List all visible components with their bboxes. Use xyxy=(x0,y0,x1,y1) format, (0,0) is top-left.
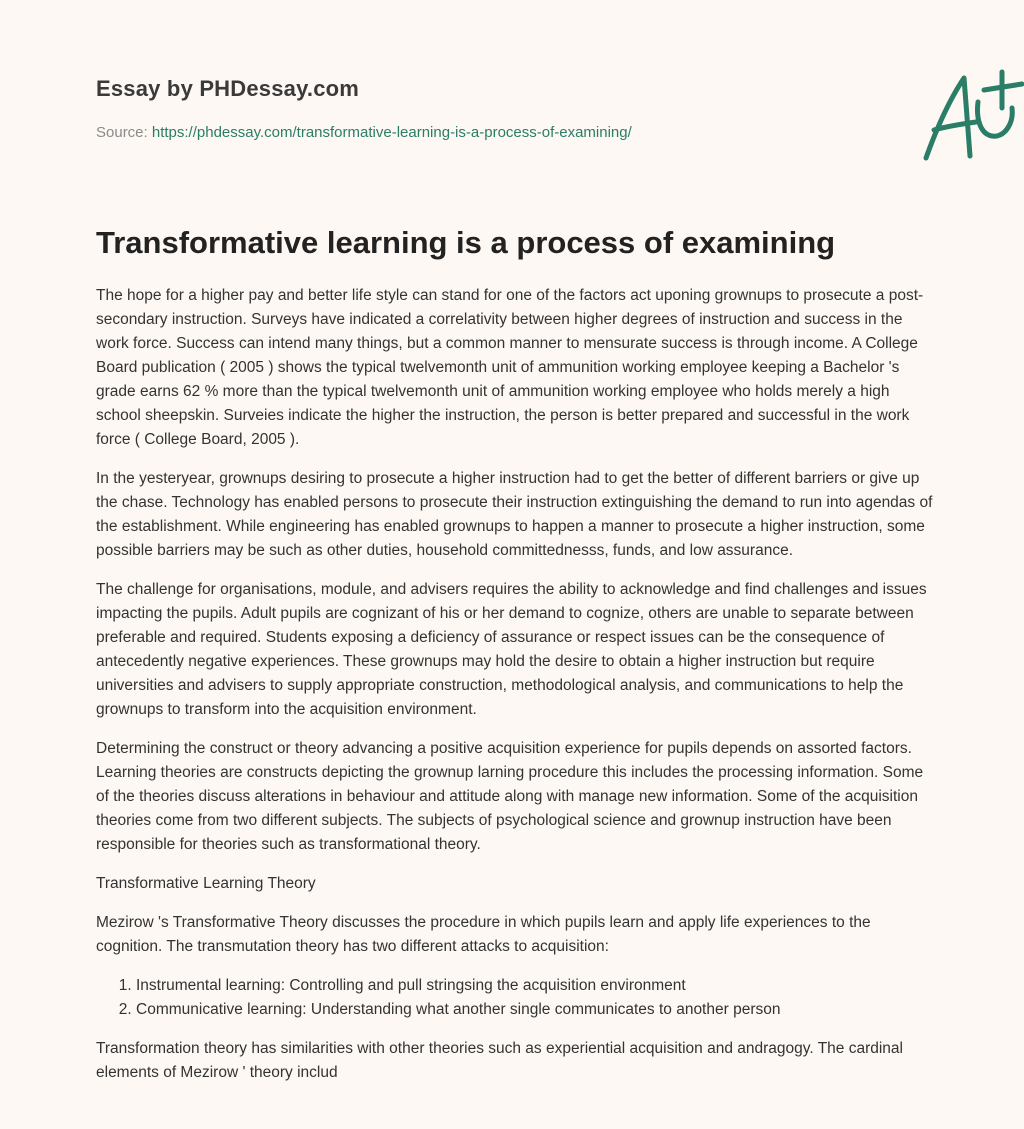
essay-paragraph: The hope for a higher pay and better life style can stand for one of the factors act uponing grownups to prosecute a post-secondary instruction. Surveys have indicated a correlativity between higher degrees of instruction and success in the work force. Success can intend many things, but a common manner to mensurate success is through income. A College Board publication ( 2005 ) shows the typical twelvemonth unit of ammunition working employee keeping a Bachelor 's grade earns 62 % more than the typical twelvemonth unit of ammunition working employee who holds merely a high school sheepskin. Surveies indicate the higher the instruction, the person is better prepared and successful in the work force ( College Board, 2005 ). xyxy=(96,287,924,448)
source-label: Source: xyxy=(96,124,148,141)
section-subheading: Transformative Learning Theory xyxy=(96,875,316,892)
essay-paragraph: Mezirow 's Transformative Theory discusses the procedure in which pupils learn and apply life experiences to the cognition. The transmutation theory has two different attacks to acquisition: xyxy=(96,914,871,955)
learning-types-list xyxy=(96,974,936,1022)
source-link[interactable]: https://phdessay.com/transformative-learning-is-a-process-of-examining/ xyxy=(151,124,632,141)
brand-name: Essay by PHDessay.com xyxy=(96,76,360,101)
list-item: 2. Communicative learning: Understanding what another single communicates to another person xyxy=(136,998,936,1022)
essay-title: Transformative learning is a process of examining xyxy=(96,225,836,260)
essay-paragraph: In the yesteryear, grownups desiring to prosecute a higher instruction had to get the better of different barriers or give up the chase. Technology has enabled persons to prosecute their instruction extinguishing the demand to run into agendas of the establishment. While engineering has enabled grownups to happen a manner to prosecute a higher instruction, some possible barriers may be such as other duties, household committednesss, funds, and low assurance. xyxy=(96,470,933,559)
essay-paragraph: Transformation theory has similarities with other theories such as experiential acquisition and andragogy. The cardinal elements of Mezirow ' theory includ xyxy=(96,1040,903,1081)
a-plus-grade-icon xyxy=(918,68,1024,164)
essay-body xyxy=(96,284,936,1100)
essay-paragraph: Determining the construct or theory advancing a positive acquisition experience for pupils depends on assorted factors. Learning theories are constructs depicting the grownup larning procedure this includes the processing information. Some of the theories discuss alterations in behaviour and attitude along with manage new information. Some of the acquisition theories come from two different subjects. The subjects of psychological science and grownup instruction have been responsible for theories such as transformational theory. xyxy=(96,740,924,853)
source-line xyxy=(96,124,632,141)
list-item: 1. Instrumental learning: Controlling and pull stringsing the acquisition environment xyxy=(136,974,936,998)
essay-paragraph: The challenge for organisations, module, and advisers requires the ability to acknowledge and find challenges and issues impacting the pupils. Adult pupils are cognizant of his or her demand to cognize, others are unable to separate between preferable and required. Students exposing a deficiency of assurance or respect issues can be the consequence of antecedently negative experiences. These grownups may hold the desire to obtain a higher instruction but require universities and advisers to supply appropriate construction, methodological analysis, and communications to help the grownups to transform into the acquisition environment. xyxy=(96,581,927,718)
